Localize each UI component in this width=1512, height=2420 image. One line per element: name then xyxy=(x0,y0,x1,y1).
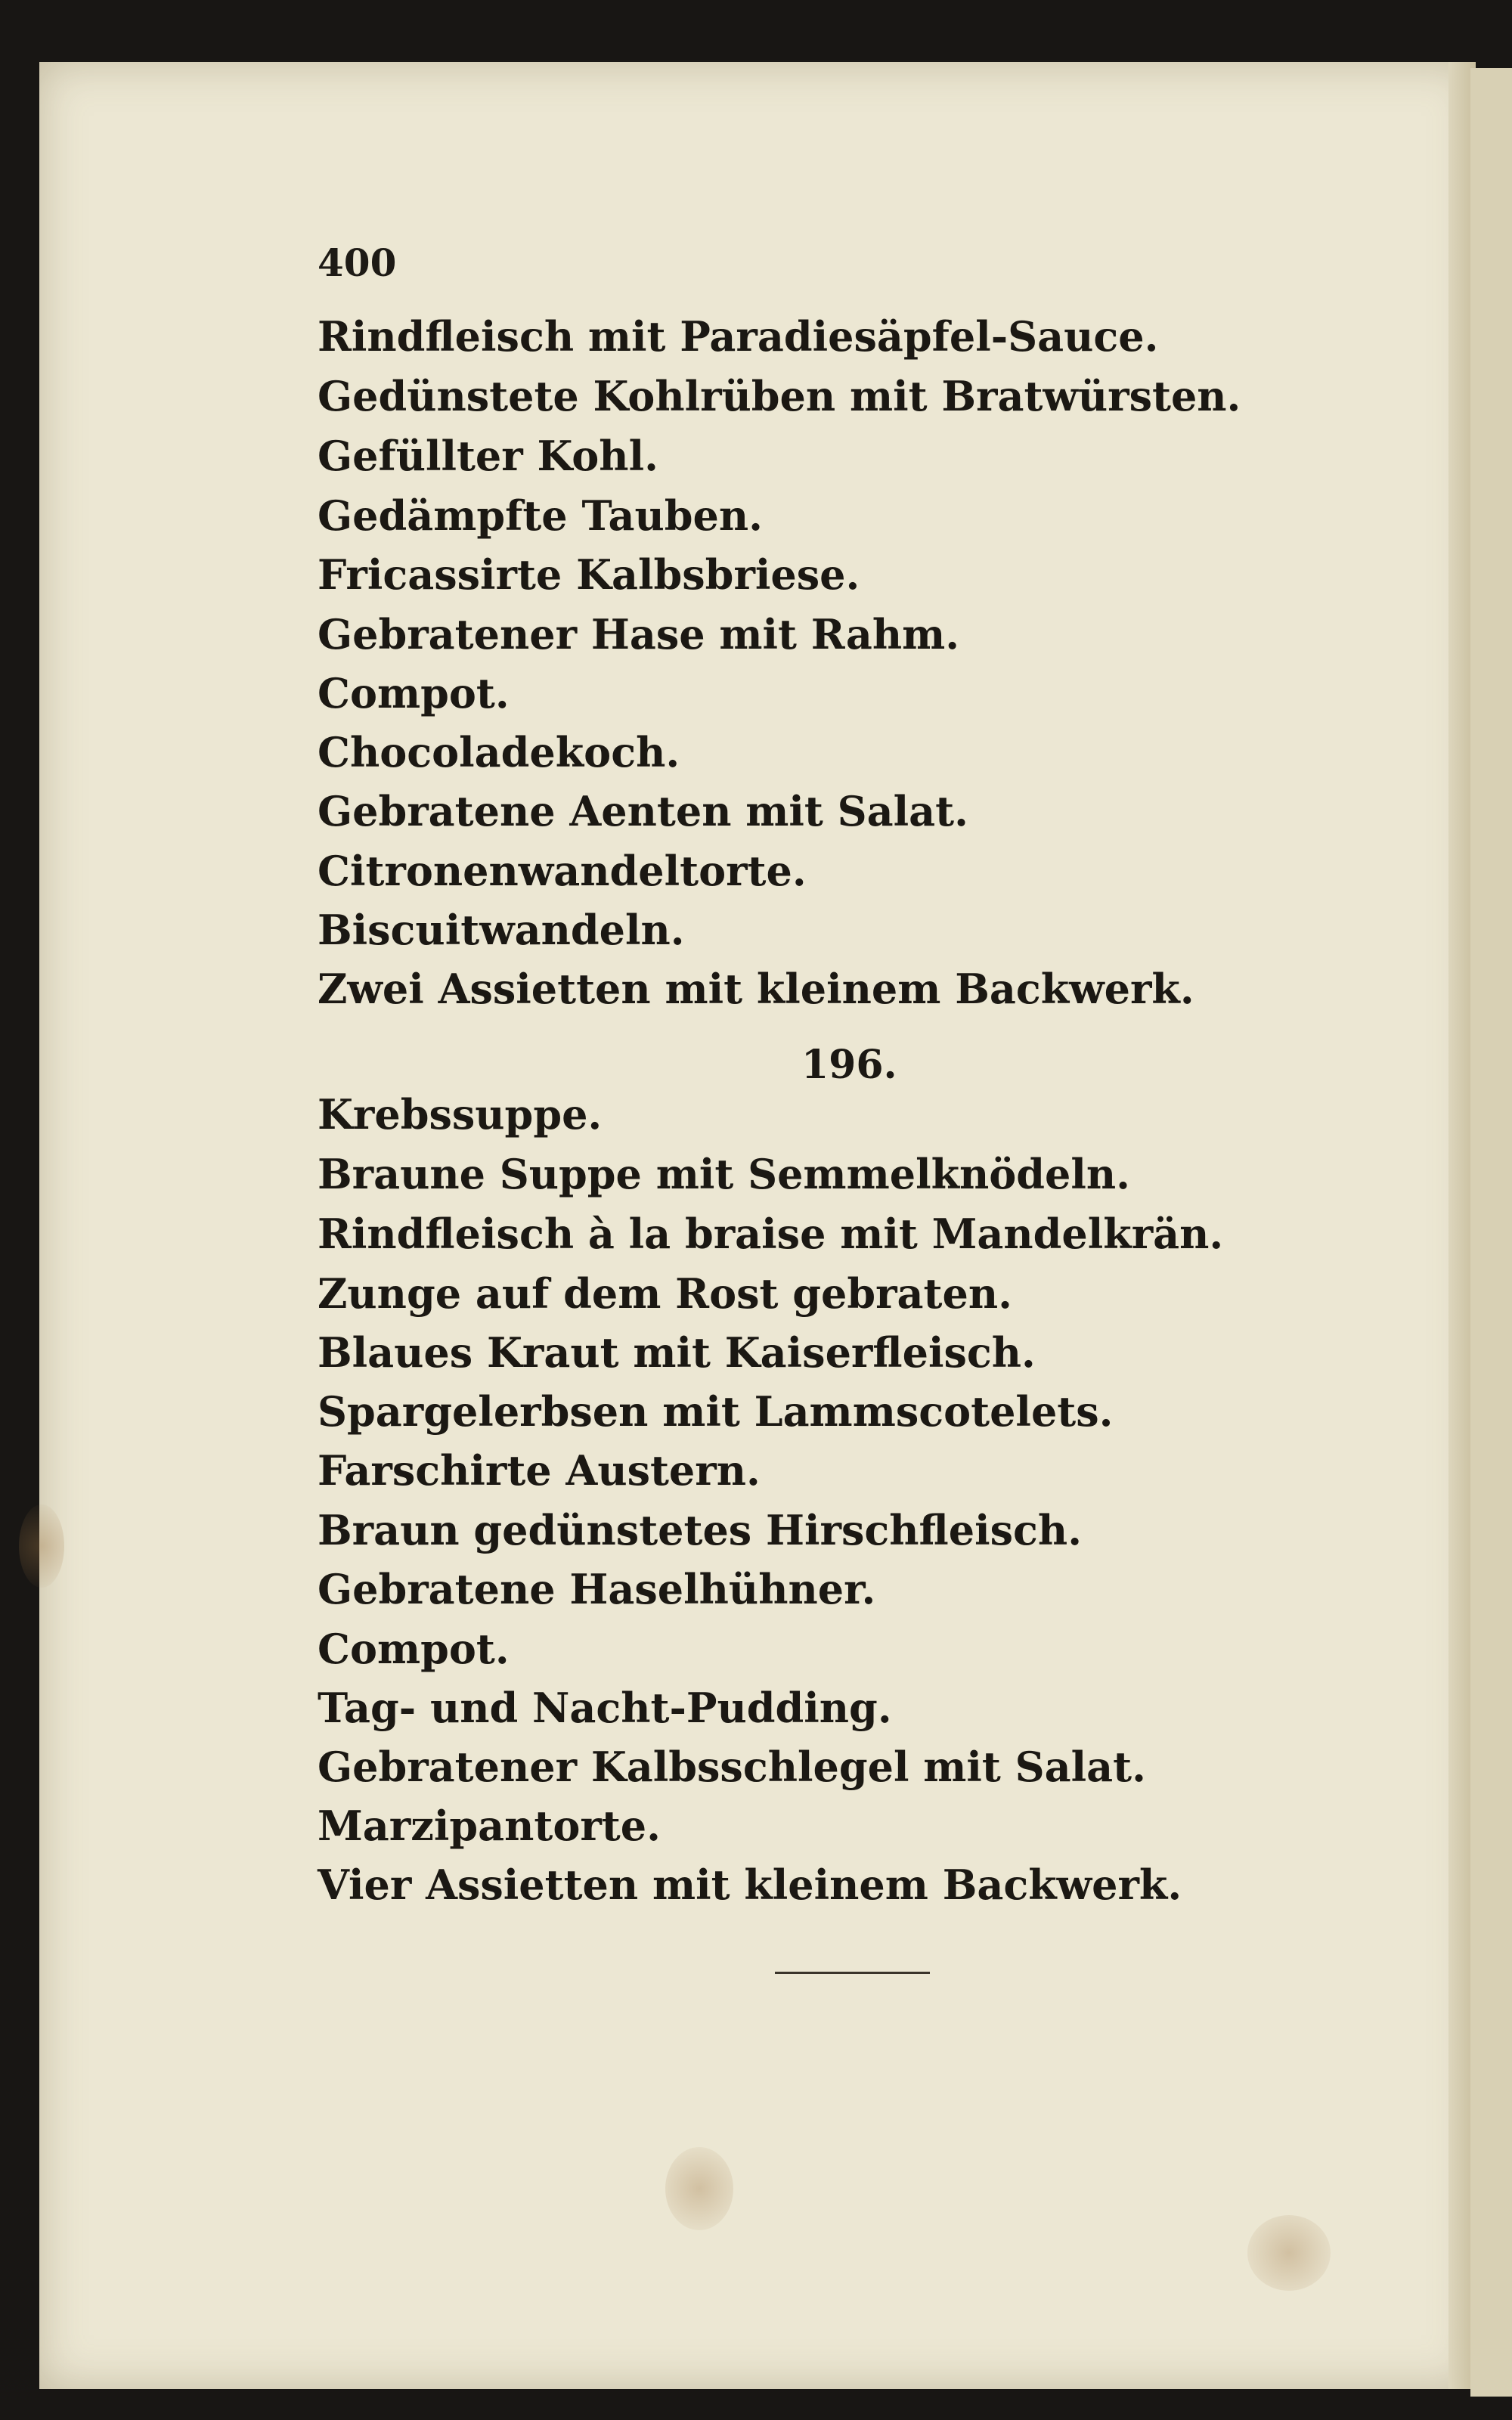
menu-item: Compot. xyxy=(318,669,510,717)
menu-item: Zwei Assietten mit kleinem Backwerk. xyxy=(318,965,1194,1013)
menu-item: Tag- und Nacht-Pudding. xyxy=(318,1684,892,1732)
menu-item: Citronenwandeltorte. xyxy=(318,847,807,895)
menu-item: Compot. xyxy=(318,1625,510,1673)
menu-item: Spargelerbsen mit Lammscotelets. xyxy=(318,1387,1114,1436)
end-rule xyxy=(775,1972,930,1974)
menu-item: Braun gedünstetes Hirschfleisch. xyxy=(318,1506,1082,1554)
menu-item: Marzipantorte. xyxy=(318,1802,661,1850)
menu-item: Rindfleisch à la braise mit Mandelkrän. xyxy=(318,1210,1224,1258)
menu-item: Gedämpfte Tauben. xyxy=(318,491,763,540)
paper-stain xyxy=(665,2147,733,2230)
menu-item: Fricassirte Kalbsbriese. xyxy=(318,550,860,599)
menu-item: Gebratener Hase mit Rahm. xyxy=(318,610,960,658)
menu-item: Vier Assietten mit kleinem Backwerk. xyxy=(318,1861,1182,1909)
menu-item: Gefüllter Kohl. xyxy=(318,432,658,480)
paper-stain xyxy=(1247,2215,1331,2291)
menu-item: Gebratene Aenten mit Salat. xyxy=(318,787,968,835)
menu-item: Zunge auf dem Rost gebraten. xyxy=(318,1269,1012,1318)
paper-stain xyxy=(19,1504,64,1588)
menu-item: Chocoladekoch. xyxy=(318,728,680,776)
menu-item: Braune Suppe mit Semmelknödeln. xyxy=(318,1150,1130,1198)
menu-item: Gebratene Haselhühner. xyxy=(318,1565,876,1613)
adjacent-page-strip xyxy=(1470,68,1512,2397)
menu-item: Gedünstete Kohlrüben mit Bratwürsten. xyxy=(318,372,1241,420)
menu-item: Krebssuppe. xyxy=(318,1090,603,1139)
menu-item: Gebratener Kalbsschlegel mit Salat. xyxy=(318,1743,1146,1791)
menu-item: Rindfleisch mit Paradiesäpfel-Sauce. xyxy=(318,312,1159,361)
menu-item: Farschirte Austern. xyxy=(318,1446,761,1495)
menu-item: Blaues Kraut mit Kaiserfleisch. xyxy=(318,1328,1036,1377)
section-heading: 196. xyxy=(801,1042,897,1088)
page-number: 400 xyxy=(318,240,397,285)
menu-item: Biscuitwandeln. xyxy=(318,906,685,954)
